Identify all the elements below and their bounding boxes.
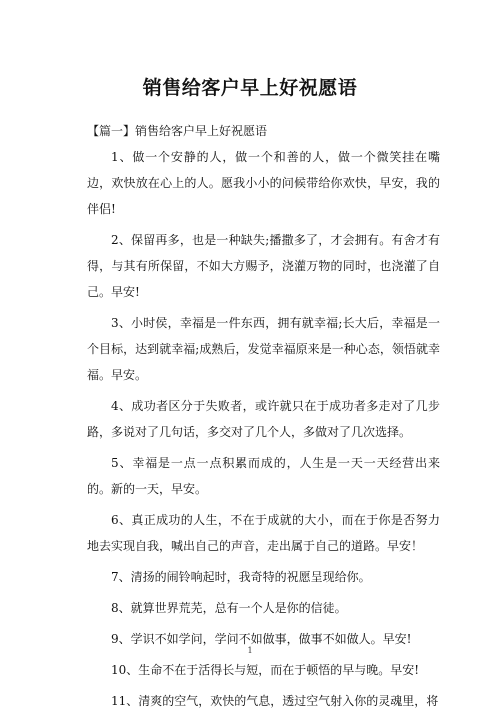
paragraph-3: 3、小时侯，幸福是一件东西，拥有就幸福;长大后，幸福是一个目标，达到就幸福;成熟后，发觉幸福原来是一种心态，领悟就幸福。早安。 [87, 316, 440, 382]
paragraph-8: 8、就算世界荒芜，总有一个人是你的信徒。 [111, 601, 347, 615]
paragraph-2: 2、保留再多，也是一种缺失;播撒多了，才会拥有。有舍才有得，与其有所保留，不如大方赐予，浇灌万物的同时，也浇灌了自己。早安! [87, 233, 440, 299]
paragraph-5: 5、幸福是一点一点积累而成的，人生是一天一天经营出来的。新的一天，早安。 [87, 456, 440, 496]
section-heading: 【篇一】销售给客户早上好祝愿语 [87, 124, 268, 138]
paragraph-11: 11、清爽的空气，欢快的气息，透过空气射入你的灵魂里，将 [111, 694, 439, 708]
paragraph-7: 7、清扬的闹铃响起时，我奇特的祝愿呈现给你。 [111, 570, 371, 584]
paragraph-10: 10、生命不在于活得长与短，而在于顿悟的早与晚。早安! [111, 663, 420, 677]
page-number: 1 [247, 646, 253, 655]
document-body [87, 118, 440, 719]
paragraph-9: 9、学识不如学问，学问不如做事，做事不如做人。早安! [111, 632, 412, 646]
document-title: 销售给客户早上好祝愿语 [142, 77, 358, 99]
paragraph-6: 6、真正成功的人生，不在于成就的大小，而在于你是否努力地去实现自我，喊出自己的声音，走出属于自己的道路。早安！ [87, 513, 440, 553]
paragraph-1: 1、做一个安静的人，做一个和善的人，做一个微笑挂在嘴边，欢快放在心上的人。愿我小小的问候带给你欢快，早安，我的伴侣! [87, 150, 440, 216]
paragraph-4: 4、成功者区分于失败者，或许就只在于成功者多走对了几步路，多说对了几句话，多交对了几个人，多做对了几次选择。 [87, 399, 440, 439]
